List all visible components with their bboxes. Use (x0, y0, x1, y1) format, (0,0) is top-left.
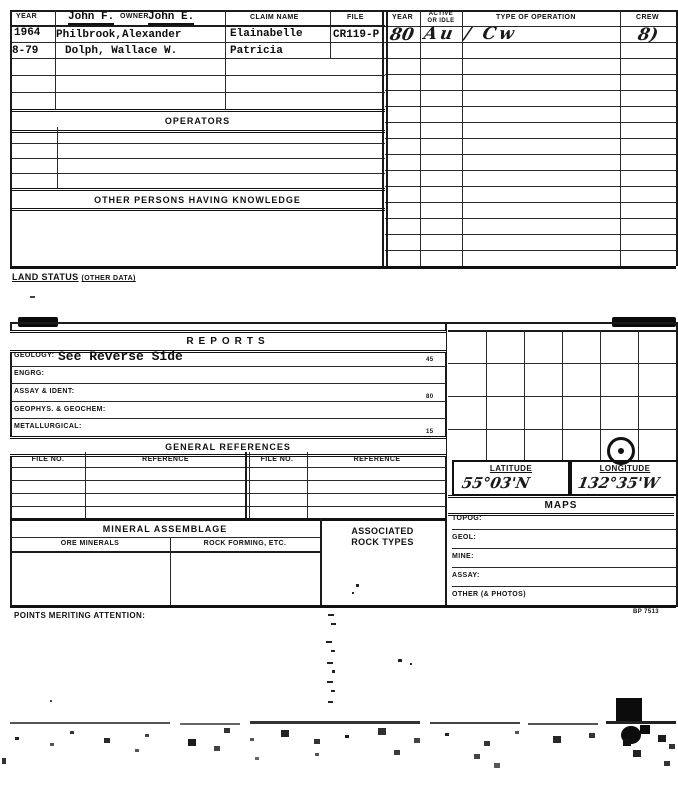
maps-mine-label: MINE: (452, 553, 474, 560)
longitude-value: 132°35'W (576, 474, 661, 492)
scan-noise (328, 701, 333, 703)
rule (452, 567, 676, 568)
rule (385, 202, 676, 203)
longitude-label: LONGITUDE (599, 464, 651, 473)
scan-noise (398, 659, 402, 662)
scan-noise (331, 650, 335, 652)
maps-title: MAPS (544, 500, 578, 511)
latitude-label: LATITUDE (489, 464, 533, 473)
scan-noise (331, 623, 336, 625)
year2-column-header: YEAR (392, 14, 414, 21)
reference-header: REFERENCE (353, 456, 401, 463)
col-divider (462, 10, 463, 266)
scan-noise (331, 690, 335, 692)
grid-line (638, 330, 639, 460)
assay-ident-label: ASSAY & IDENT: (14, 388, 75, 395)
entry-file: CR119-P (333, 29, 380, 41)
operators-label: OPERATORS (164, 116, 231, 126)
col-divider (249, 452, 250, 518)
panel-split-line (445, 322, 447, 607)
type-of-operation-column-header: TYPE OF OPERATION (496, 14, 576, 21)
file-no-header: FILE NO. (31, 456, 65, 463)
rule (10, 506, 446, 507)
metallurgical-label: METALLURGICAL: (14, 423, 82, 430)
scan-line-fragment (528, 723, 598, 725)
col-divider (620, 10, 621, 266)
geology-entry: See Reverse Side (58, 349, 183, 364)
ore-minerals-header: ORE MINERALS (60, 540, 120, 547)
rule (10, 173, 385, 174)
rule (10, 366, 446, 367)
active-or-idle-header-line1: ACTIVE (428, 11, 454, 17)
general-references-section-header (10, 436, 446, 457)
points-meriting-attention-label: POINTS MERITING ATTENTION: (14, 611, 146, 620)
scan-noise (352, 592, 354, 594)
grid-line (524, 330, 525, 460)
rule (385, 106, 676, 107)
rule (385, 58, 676, 59)
card2-top-border (10, 322, 676, 324)
rule (10, 158, 385, 159)
scan-line-fragment (606, 721, 676, 724)
grid-line (562, 330, 563, 460)
scan-noise (328, 614, 334, 616)
land-status-text: LAND STATUS (12, 272, 79, 282)
rule (10, 467, 446, 468)
rule (385, 250, 676, 251)
operators-section-header (10, 109, 385, 133)
rule (452, 586, 676, 587)
entry-claim: Elainabelle (230, 28, 303, 40)
reference-header: REFERENCE (142, 456, 189, 463)
rule (10, 25, 385, 27)
owner-column-header: OWNER (120, 13, 149, 20)
active-or-idle-header-line2: OR IDLE (427, 18, 455, 24)
latitude-box (452, 460, 570, 496)
grid-line (600, 330, 601, 460)
scan-noise (410, 663, 412, 665)
longitude-box (570, 460, 678, 496)
rule (385, 154, 676, 155)
land-status-subtext: (OTHER DATA) (81, 275, 136, 282)
rule (452, 529, 676, 530)
scan-noise (30, 296, 35, 298)
rule (385, 138, 676, 139)
rule (385, 234, 676, 235)
other-persons-label: OTHER PERSONS HAVING KNOWLEDGE (94, 194, 301, 205)
other-persons-section-header (10, 188, 385, 211)
rule (10, 401, 446, 402)
crew-column-header: CREW (636, 14, 659, 21)
col-divider (330, 10, 331, 58)
geology-label: GEOLOGY: (14, 352, 55, 359)
land-status-label (12, 272, 136, 282)
rule (385, 170, 676, 171)
handwritten-crew: 8) (636, 25, 660, 45)
maps-other-photos-label: OTHER (& PHOTOS) (452, 591, 526, 598)
scan-line-fragment (250, 721, 420, 724)
rule (10, 383, 446, 384)
rule (452, 548, 676, 549)
col-divider (55, 10, 56, 109)
general-references-title: GENERAL REFERENCES (165, 441, 291, 452)
form-number: BP 7513 (633, 609, 660, 615)
year-column-header: YEAR (16, 13, 38, 20)
rule (10, 493, 446, 494)
scan-noise (2, 758, 6, 764)
owner-annotation-second: John E. (148, 11, 195, 23)
margin-number: 80 (426, 394, 434, 400)
entry-year: 8-79 (12, 45, 39, 57)
grid-line (486, 330, 487, 460)
margin-number: 45 (426, 357, 434, 363)
rule (385, 122, 676, 123)
owner-annotation-first: John F. (68, 11, 115, 23)
rule (10, 537, 320, 538)
rule (10, 480, 446, 481)
scan-line-fragment (430, 722, 520, 724)
mineral-assemblage-title: MINERAL ASSEMBLAGE (102, 524, 228, 534)
rule (10, 42, 385, 43)
rule (10, 75, 385, 76)
file-column-header: FILE (347, 14, 364, 21)
col-divider (85, 452, 86, 518)
rock-forming-header: ROCK FORMING, ETC. (203, 540, 287, 547)
maps-topog-label: TOPOG: (452, 515, 482, 522)
rule (10, 551, 320, 553)
card2-bottom-border (10, 605, 676, 608)
scan-noise (327, 681, 333, 683)
rule (385, 74, 676, 75)
maps-section-header (448, 495, 674, 516)
col-divider (225, 10, 226, 109)
latitude-value: 55°03'N (460, 474, 532, 492)
rule (10, 92, 385, 93)
engrg-label: ENGRG: (14, 370, 45, 377)
file-no-header: FILE NO. (260, 456, 294, 463)
table-split-line (386, 10, 388, 266)
scan-noise (332, 670, 335, 673)
col-divider (57, 127, 58, 188)
table-split-line (382, 10, 384, 266)
rule (385, 90, 676, 91)
rule (10, 518, 446, 521)
scan-noise (50, 700, 52, 702)
scan-black-dot (621, 726, 641, 744)
rule (385, 186, 676, 187)
scan-noise (327, 662, 333, 664)
col-divider (307, 452, 308, 518)
reports-title: REPORTS (186, 336, 270, 347)
scan-noise (326, 641, 332, 643)
scan-speckle-band (15, 737, 19, 740)
scan-line-fragment (180, 723, 240, 725)
rule (10, 418, 446, 419)
col-divider (420, 10, 421, 266)
associated-rock-types-header-line1: ASSOCIATED (351, 526, 414, 536)
rule (385, 218, 676, 219)
rule (10, 58, 385, 59)
card1-bottom-border (10, 266, 676, 269)
col-divider (245, 452, 247, 518)
associated-rock-types-header-line2: ROCK TYPES (351, 537, 414, 547)
card2-left-edge (10, 322, 12, 607)
rule (10, 143, 385, 144)
entry-claim: Patricia (230, 45, 283, 57)
margin-number: 15 (426, 429, 434, 435)
scan-line-fragment (10, 722, 170, 724)
maps-assay-label: ASSAY: (452, 572, 480, 579)
maps-geol-label: GEOL: (452, 534, 477, 541)
scan-noise (356, 584, 359, 587)
claim-name-column-header: CLAIM NAME (250, 14, 299, 21)
handwritten-year: 80 (388, 25, 416, 45)
entry-owner: Dolph, Wallace W. (65, 45, 178, 57)
handwritten-operation: Au / Cw (422, 24, 519, 44)
entry-year: 1964 (14, 27, 41, 39)
col-divider (170, 537, 171, 605)
entry-owner: Philbrook,Alexander (56, 29, 182, 41)
geophys-geochem-label: GEOPHYS. & GEOCHEM: (14, 406, 106, 413)
